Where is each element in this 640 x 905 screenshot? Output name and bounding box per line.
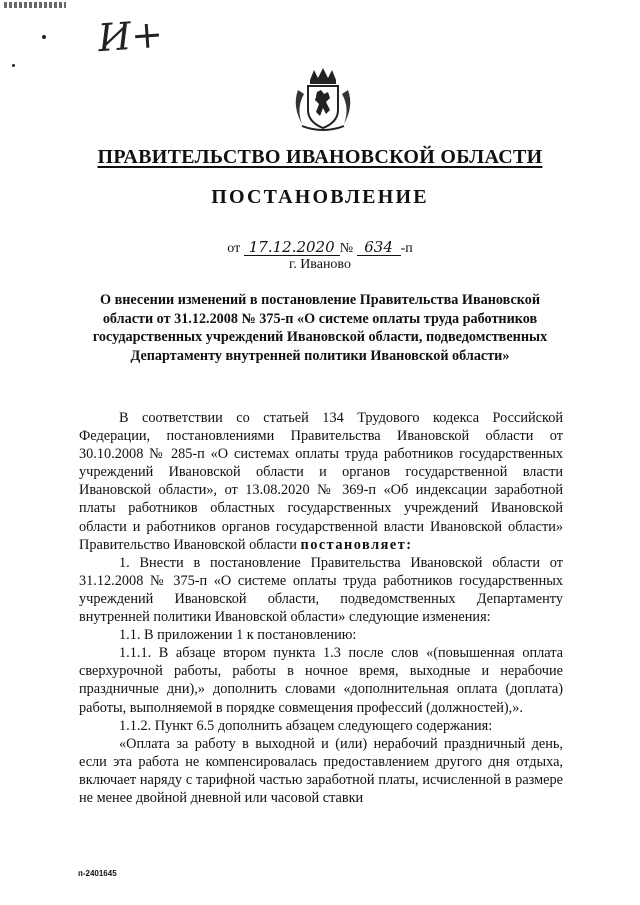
government-name: ПРАВИТЕЛЬСТВО ИВАНОВСКОЙ ОБЛАСТИ — [97, 146, 543, 168]
document-type: ПОСТАНОВЛЕНИЕ — [211, 186, 429, 208]
paragraph: 1. Внести в постановление Правительства Ивановской области от 31.12.2008 № 375-п «О системе оплаты труда работников государственных учреждений Ивановской области, подведомственных Департаменту внутренней политики Ивановской области» следующие изменения: — [79, 554, 563, 626]
city: г. Иваново — [289, 257, 351, 272]
handwritten-date: 17.12.2020 — [244, 240, 340, 256]
document-title: О внесении изменений в постановление Правительства Ивановской области от 31.12.2008 № 375-п «О системе оплаты труда работников государственных учреждений Ивановской области, подведомственных Департаменту внутренней политики Ивановской области» — [92, 292, 548, 364]
handwritten-mark: И+ — [96, 11, 165, 61]
date-prefix: от — [227, 241, 241, 256]
paragraph: В соответствии со статьей 134 Трудового кодекса Российской Федерации, постановлениями Правительства Ивановской области от 30.10.2008 № 285-п «О системах оплаты труда работников государственных учреждений Ивановской области и органов государственной власти Ивановской области», от 13.08.2020 № 369-п «Об индексации заработной платы работников областных государственных учреждений Ивановской области и работников органов государственной власти Ивановской области» Правительство Ивановской области постановляет: — [79, 410, 563, 553]
paragraph: 1.1. В приложении 1 к постановлению: — [119, 627, 357, 644]
handwritten-number: 634 — [357, 240, 401, 256]
scan-artifact — [4, 2, 66, 8]
number-prefix: № — [339, 241, 354, 256]
pen-dot — [42, 35, 46, 39]
pen-dot — [12, 64, 15, 67]
document-body — [79, 409, 563, 807]
paragraph: 1.1.2. Пункт 6.5 дополнить абзацем следующего содержания: — [119, 717, 493, 734]
coat-of-arms-emblem — [288, 66, 358, 132]
decides-keyword: постановляет: — [300, 536, 413, 553]
number-suffix: -п — [400, 241, 413, 256]
paragraph: 1.1.1. В абзаце втором пункта 1.3 после слов «(повышенная оплата сверхурочной работы, работы в ночное время, выходные и нерабочие праздничные дни),» дополнить словами «дополнительная оплата (доплата) работы, выполняемой в порядке совмещения профессий (должностей),». — [79, 645, 563, 716]
footer-code: п-2401645 — [78, 869, 117, 878]
paragraph: «Оплата за работу в выходной и (или) нерабочий праздничный день, если эта работа не компенсировалась предоставлением другого дня отдыха, включает наряду с тарифной частью заработной платы, исчисленной в размере не менее двойной дневной или часовой ставки — [79, 735, 563, 806]
date-number-line — [0, 240, 640, 257]
